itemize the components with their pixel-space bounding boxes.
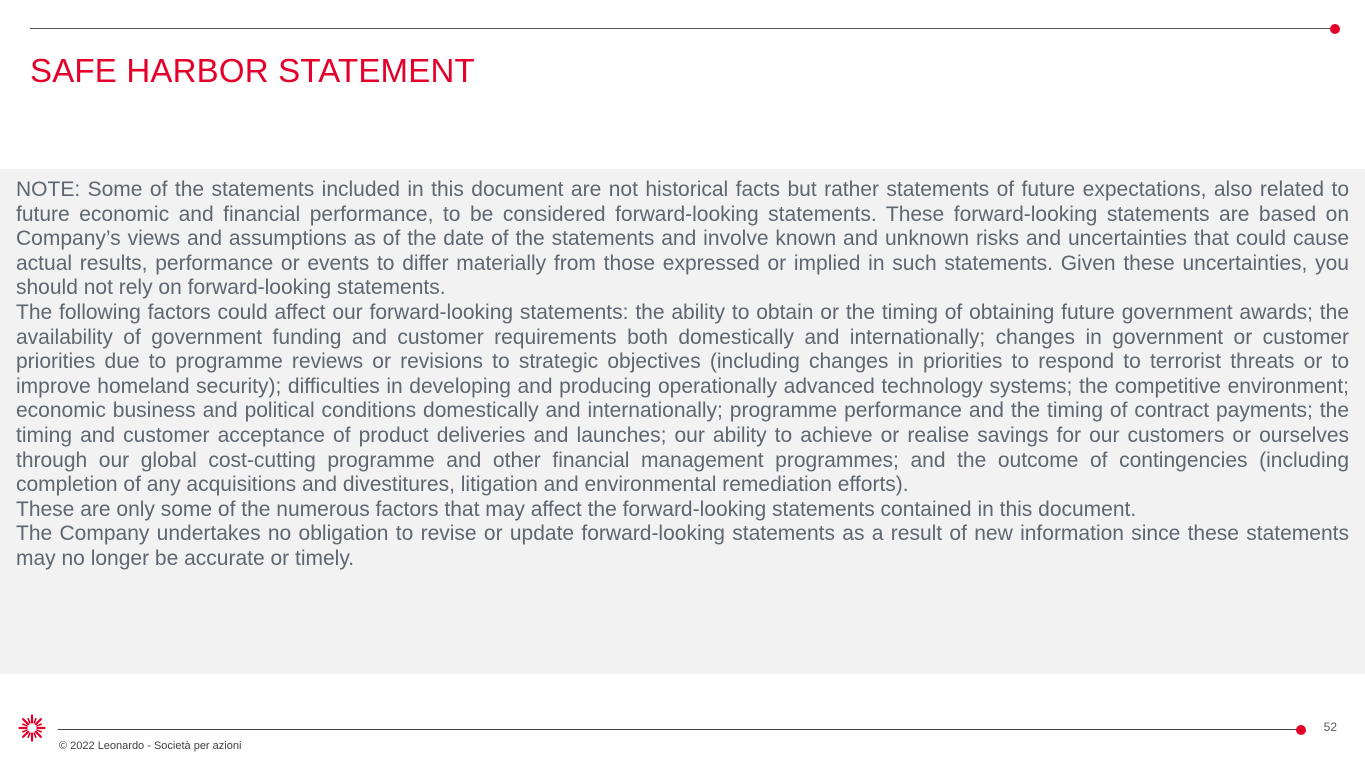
footer-divider xyxy=(58,729,1301,730)
logo-ray xyxy=(28,719,30,723)
leonardo-logo-icon xyxy=(18,714,46,742)
footer-divider-dot xyxy=(1296,725,1306,735)
logo-ray xyxy=(34,733,36,737)
copyright-notice: © 2022 Leonardo - Società per azioni xyxy=(59,740,242,752)
paragraph-note: NOTE: Some of the statements included in this document are not historical facts but rather statements of future expectations, also related to future economic and financial performance, to be considered forward-looking statements. These forward-looking statements are based on Company’s views and assumptions as of the date of the statements and involve known and unknown risks and uncertainties that could cause actual results, performance or events to differ materially from those expressed or implied in such statements. Given these uncertainties, you should not rely on forward-looking statements. xyxy=(16,178,1349,300)
logo-ray xyxy=(36,719,41,724)
logo-ray xyxy=(28,733,30,737)
paragraph-factors: The following factors could affect our forward-looking statements: the ability to obtain or the timing of obtaining future government awards; the availability of government funding and customer requirements both domestically and internationally; changes in government or customer priorities due to programme reviews or revisions to strategic objectives (including changes in priorities to respond to terrorist threats or to improve homeland security); difficulties in developing and producing operationally advanced technology systems; the competitive environment; economic business and political conditions domestically and internationally; programme performance and the timing of contract payments; the timing and customer acceptance of product deliveries and launches; our ability to achieve or realise savings for our customers or ourselves through our global cost-cutting programme and other financial management programmes; and the outcome of contingencies (including completion of any acquisitions and divestitures, litigation and environmental remediation efforts). xyxy=(16,300,1349,497)
page-number: 52 xyxy=(1323,720,1337,734)
logo-ray xyxy=(37,724,41,726)
header-divider xyxy=(30,28,1335,29)
paragraph-no-obligation: The Company undertakes no obligation to revise or update forward-looking statements as a result of new information since these statements may no longer be accurate or timely. xyxy=(16,522,1349,570)
logo-ray xyxy=(23,724,27,726)
logo-ray xyxy=(23,732,28,737)
safe-harbor-text xyxy=(16,178,1349,572)
logo-ray xyxy=(34,719,36,723)
logo-ray xyxy=(36,732,41,737)
logo-ray xyxy=(23,730,27,732)
header-divider-dot xyxy=(1330,24,1340,34)
paragraph-numerous-factors: These are only some of the numerous factors that may affect the forward-looking statements contained in this document. xyxy=(16,497,1137,521)
slide-title: SAFE HARBOR STATEMENT xyxy=(30,52,475,89)
logo-ray xyxy=(23,719,28,724)
logo-ray xyxy=(37,730,41,732)
